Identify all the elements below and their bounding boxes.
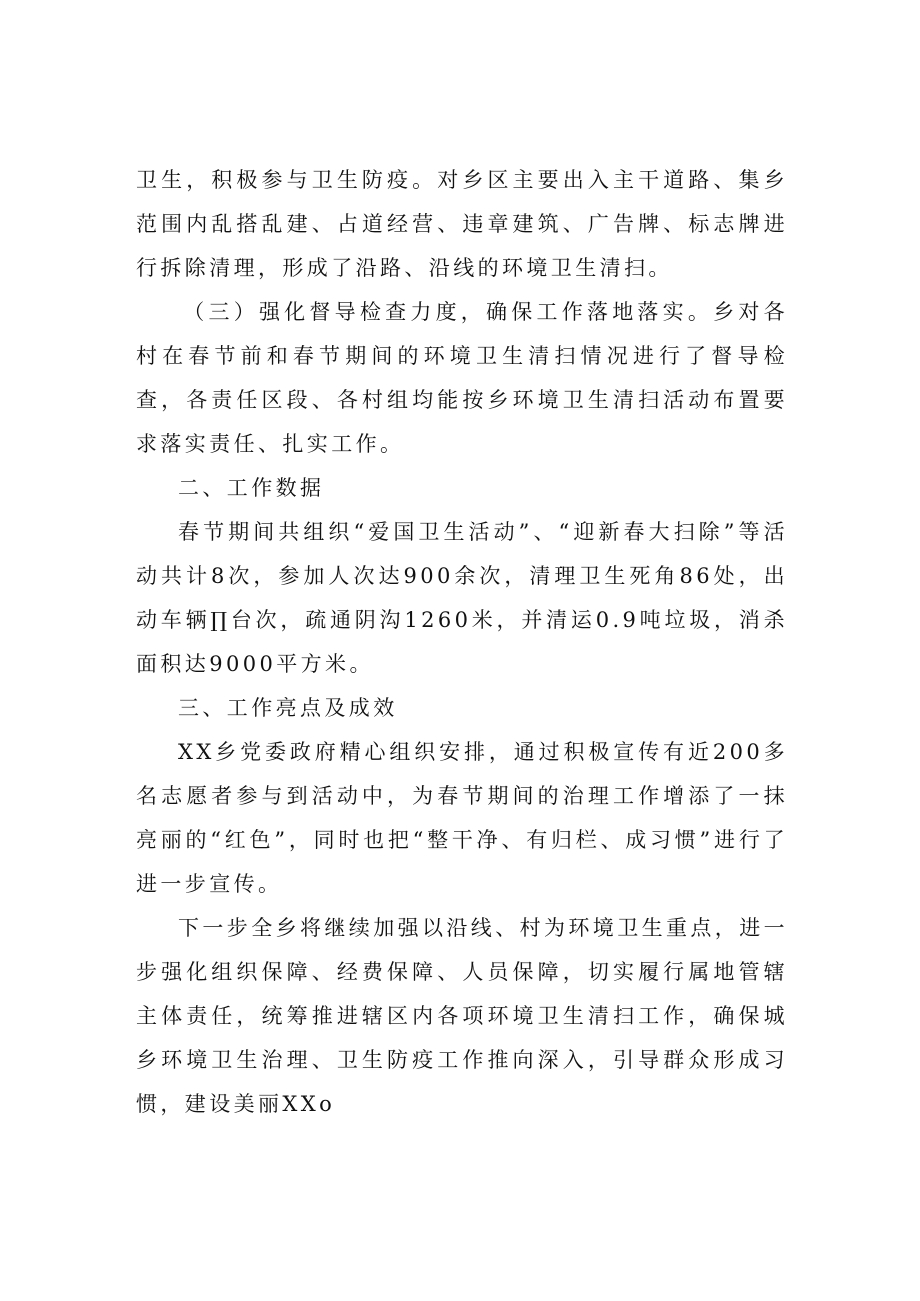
paragraph-supervision: （三）强化督导检查力度，确保工作落地落实。乡对各村在春节前和春节期间的环境卫生清扫情况进行了督导检查，各责任区段、各村组均能按乡环境卫生清扫活动布置要求落实责任、扎实工作。 xyxy=(136,300,788,456)
paragraph-next-steps: 下一步全乡将继续加强以沿线、村为环境卫生重点，进一步强化组织保障、经费保障、人员保障，切实履行属地管辖主体责任，统筹推进辖区内各项环境卫生清扫工作，确保城乡环境卫生治理、卫生防疫工作推向深入，引导群众形成习惯，建设美丽XXo xyxy=(136,916,788,1116)
section-heading-highlights: 三、工作亮点及成效 xyxy=(178,696,398,720)
paragraph-highlights: XX乡党委政府精心组织安排，通过积极宣传有近200多名志愿者参与到活动中，为春节期间的治理工作增添了一抹亮丽的“红色”，同时也把“整干净、有归栏、成习惯”进行了进一步宣传。 xyxy=(136,740,788,896)
paragraph-work-data: 春节期间共组织“爱国卫生活动”、“迎新春大扫除”等活动共计8次，参加人次达900余次，清理卫生死角86处，出动车辆∏台次，疏通阴沟1260米，并清运0.9吨垃圾，消杀面积达9000平方米。 xyxy=(136,520,788,676)
section-heading-work-data: 二、工作数据 xyxy=(178,476,325,500)
document-page xyxy=(136,158,788,1126)
paragraph-continuation: 卫生，积极参与卫生防疫。对乡区主要出入主干道路、集乡范围内乱搭乱建、占道经营、违章建筑、广告牌、标志牌进行拆除清理，形成了沿路、沿线的环境卫生清扫。 xyxy=(136,168,788,280)
